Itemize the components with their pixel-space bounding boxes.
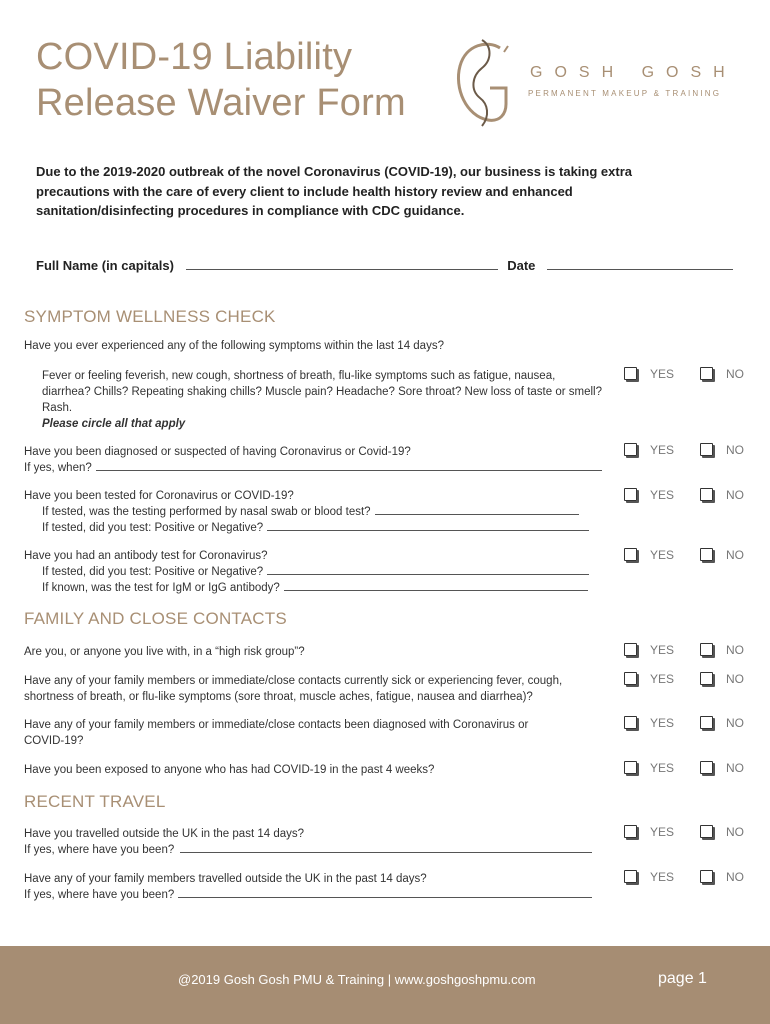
- test-method-label: If tested, was the testing performed by nasal swab or blood test?: [42, 506, 371, 518]
- no-label: NO: [726, 672, 744, 686]
- form-title: [36, 34, 406, 126]
- travel-q1-options: [624, 825, 754, 841]
- no-label: NO: [726, 548, 744, 562]
- family-section-heading: FAMILY AND CLOSE CONTACTS: [24, 609, 287, 628]
- no-label: NO: [726, 761, 744, 775]
- symptom-question-4: [24, 548, 609, 596]
- footer-credit: @2019 Gosh Gosh PMU & Training | www.goshgoshpmu.com: [178, 972, 536, 987]
- no-label: NO: [726, 367, 744, 381]
- family-question-1: [24, 644, 609, 660]
- no-label: NO: [726, 716, 744, 730]
- antibody-question: Have you had an antibody test for Coronavirus?: [24, 550, 268, 562]
- no-label: NO: [726, 488, 744, 502]
- page-number: page 1: [658, 970, 707, 987]
- symptom-question-1: [24, 368, 609, 432]
- test-result-label: If tested, did you test: Positive or Negative?: [42, 522, 264, 534]
- yes-label: YES: [650, 761, 675, 775]
- symptom-q3-options: [624, 488, 754, 504]
- family-q2-yes-checkbox[interactable]: [624, 672, 637, 685]
- symptom-q4-no-checkbox[interactable]: [700, 548, 713, 561]
- yes-label: YES: [650, 488, 675, 502]
- no-label: NO: [726, 825, 744, 839]
- sick-contacts-question: Have any of your family members or immediate/close contacts currently sick or experiencing fever, cough, shortness of breath, or flu-like symptoms (sore throat, muscle aches, fatigue, nausea and diarrhea)?: [24, 675, 563, 703]
- test-result-field[interactable]: [267, 520, 589, 531]
- yes-label: YES: [650, 643, 675, 657]
- diagnosed-contacts-question: Have any of your family members or immediate/close contacts been diagnosed with Coronavirus or COVID-19?: [24, 719, 529, 747]
- no-label: NO: [726, 443, 744, 457]
- intro-paragraph: Due to the 2019-2020 outbreak of the novel Coronavirus (COVID-19), our business is taking extra precautions with the care of every client to include health history review and enhanced sanitation/disinfecting procedures in compliance with CDC guidance.: [36, 164, 632, 218]
- yes-label: YES: [650, 548, 675, 562]
- symptom-q4-options: [624, 548, 754, 564]
- no-label: NO: [726, 870, 744, 884]
- date-label: Date: [507, 258, 536, 273]
- title-line-1: COVID-19 Liability: [36, 36, 353, 78]
- symptom-list: Fever or feeling feverish, new cough, shortness of breath, flu-like symptoms such as fatigue, nausea, diarrhea? Chills? Repeating shaking chills? Muscle pain? Headache? Sore throat? New loss of taste or smell? Rash.: [42, 370, 602, 414]
- symptom-q2-yes-checkbox[interactable]: [624, 443, 637, 456]
- brand-name: GOSH GOSH: [530, 64, 737, 81]
- monogram-icon: [448, 36, 528, 128]
- symptom-question-2: [24, 444, 609, 476]
- antibody-result-field[interactable]: [267, 564, 589, 575]
- yes-label: YES: [650, 825, 675, 839]
- antibody-result-label: If tested, did you test: Positive or Negative?: [42, 566, 264, 578]
- travel-question-1: [24, 826, 609, 858]
- family-q4-options: [624, 761, 754, 777]
- travel-q2-options: [624, 870, 754, 886]
- travel-question: Have you travelled outside the UK in the past 14 days?: [24, 828, 305, 840]
- full-name-field[interactable]: [186, 259, 498, 270]
- yes-label: YES: [650, 672, 675, 686]
- symptom-question-3: [24, 488, 609, 536]
- travel-q2-yes-checkbox[interactable]: [624, 870, 637, 883]
- symptom-q2-no-checkbox[interactable]: [700, 443, 713, 456]
- yes-label: YES: [650, 870, 675, 884]
- yes-label: YES: [650, 443, 675, 457]
- symptom-q1-yes-checkbox[interactable]: [624, 367, 637, 380]
- travel-section-heading: RECENT TRAVEL: [24, 792, 166, 811]
- when-field[interactable]: [96, 460, 602, 471]
- family-q2-no-checkbox[interactable]: [700, 672, 713, 685]
- family-q3-no-checkbox[interactable]: [700, 716, 713, 729]
- tested-question: Have you been tested for Coronavirus or COVID-19?: [24, 490, 294, 502]
- circle-note: Please circle all that apply: [42, 418, 186, 430]
- symptom-q2-options: [624, 443, 754, 459]
- where-label: If yes, where have you been?: [24, 844, 175, 856]
- symptom-q1-options: [624, 367, 754, 383]
- exposure-question: Have you been exposed to anyone who has had COVID-19 in the past 4 weeks?: [24, 764, 435, 776]
- family-q2-options: [624, 672, 754, 688]
- full-name-label: Full Name (in capitals): [36, 258, 174, 273]
- family-travel-question: Have any of your family members travelled outside the UK in the past 14 days?: [24, 873, 427, 885]
- family-question-3: [24, 717, 569, 749]
- test-method-field[interactable]: [375, 504, 579, 515]
- travel-question-2: [24, 871, 609, 903]
- travel-q1-no-checkbox[interactable]: [700, 825, 713, 838]
- where-field[interactable]: [180, 842, 592, 853]
- when-label: If yes, when?: [24, 462, 92, 474]
- family-where-label: If yes, where have you been?: [24, 889, 175, 901]
- yes-label: YES: [650, 716, 675, 730]
- family-q1-yes-checkbox[interactable]: [624, 643, 637, 656]
- family-question-2: [24, 673, 609, 705]
- family-q4-yes-checkbox[interactable]: [624, 761, 637, 774]
- family-question-4: [24, 762, 609, 778]
- antibody-type-label: If known, was the test for IgM or IgG antibody?: [42, 582, 280, 594]
- family-q3-options: [624, 716, 754, 732]
- no-label: NO: [726, 643, 744, 657]
- title-line-2: Release Waiver Form: [36, 82, 406, 124]
- family-q4-no-checkbox[interactable]: [700, 761, 713, 774]
- page-footer: [0, 946, 770, 1024]
- family-q3-yes-checkbox[interactable]: [624, 716, 637, 729]
- family-where-field[interactable]: [178, 887, 592, 898]
- symptom-section-heading: SYMPTOM WELLNESS CHECK: [24, 307, 276, 326]
- travel-q2-no-checkbox[interactable]: [700, 870, 713, 883]
- symptom-intro: Have you ever experienced any of the following symptoms within the last 14 days?: [24, 340, 444, 352]
- diagnosed-question: Have you been diagnosed or suspected of having Coronavirus or Covid-19?: [24, 446, 411, 458]
- name-date-row: [36, 258, 733, 273]
- brand-logo: [448, 36, 737, 128]
- symptom-q4-yes-checkbox[interactable]: [624, 548, 637, 561]
- brand-tagline: PERMANENT MAKEUP & TRAINING: [528, 89, 722, 98]
- date-field[interactable]: [547, 259, 733, 270]
- high-risk-question: Are you, or anyone you live with, in a “high risk group”?: [24, 646, 305, 658]
- travel-q1-yes-checkbox[interactable]: [624, 825, 637, 838]
- symptom-q3-no-checkbox[interactable]: [700, 488, 713, 501]
- yes-label: YES: [650, 367, 675, 381]
- antibody-type-field[interactable]: [284, 580, 588, 591]
- symptom-q1-no-checkbox[interactable]: [700, 367, 713, 380]
- family-q1-no-checkbox[interactable]: [700, 643, 713, 656]
- symptom-q3-yes-checkbox[interactable]: [624, 488, 637, 501]
- family-q1-options: [624, 643, 754, 659]
